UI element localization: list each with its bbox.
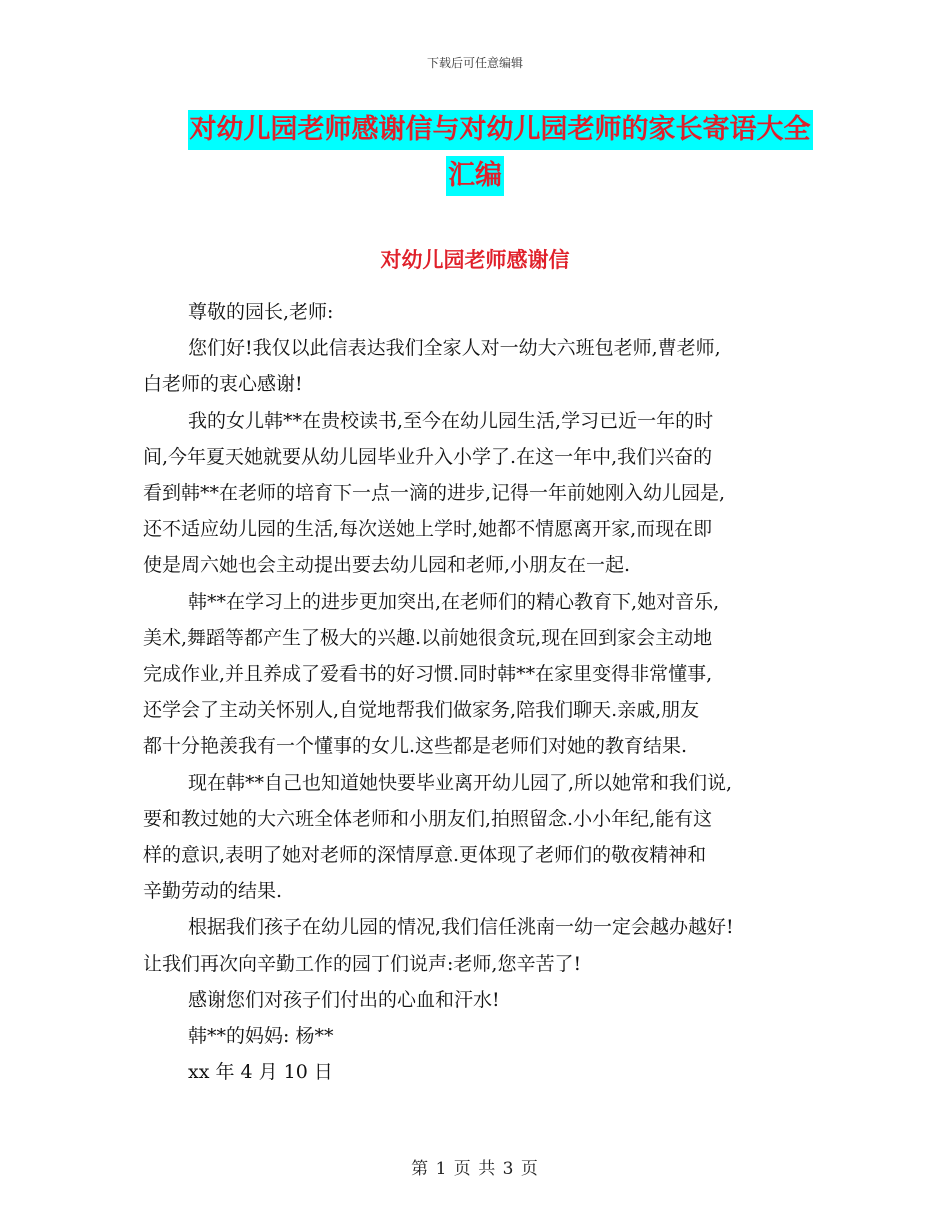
letter-body xyxy=(143,294,823,1090)
paragraph-line: 看到韩**在老师的培育下一点一滴的进步,记得一年前她刚入幼儿园是, xyxy=(143,482,726,505)
paragraph-line: 让我们再次向辛勤工作的园丁们说声:老师,您辛苦了! xyxy=(143,952,582,975)
paragraph-line: 您们好!我仅以此信表达我们全家人对一幼大六班包老师,曹老师, xyxy=(188,337,721,360)
header-note: 下载后可任意编辑 xyxy=(426,56,523,70)
paragraph-5 xyxy=(143,909,823,981)
signature: 韩**的妈妈: 杨** xyxy=(188,1025,334,1048)
paragraph-2 xyxy=(143,403,823,584)
paragraph-line: 辛勤劳动的结果. xyxy=(143,880,283,903)
paragraph-line: 都十分艳羡我有一个懂事的女儿.这些都是老师们对她的教育结果. xyxy=(143,735,688,758)
paragraph-1 xyxy=(143,330,823,402)
title-line-1: 对幼儿园老师感谢信与对幼儿园老师的家长寄语大全 xyxy=(188,110,813,150)
thanks-line: 感谢您们对孩子们付出的心血和汗水! xyxy=(188,988,500,1011)
page-footer: 第 1 页 共 3 页 xyxy=(411,1159,539,1179)
paragraph-line: 现在韩**自己也知道她快要毕业离开幼儿园了,所以她常和我们说, xyxy=(188,771,733,794)
document-title xyxy=(0,110,950,202)
paragraph-line: 我的女儿韩**在贵校读书,至今在幼儿园生活,学习已近一年的时 xyxy=(188,409,714,432)
salutation: 尊敬的园长,老师: xyxy=(188,301,334,323)
paragraph-line: 根据我们孩子在幼儿园的情况,我们信任洮南一幼一定会越办越好! xyxy=(188,916,734,939)
paragraph-line: 使是周六她也会主动提出要去幼儿园和老师,小朋友在一起. xyxy=(143,554,631,577)
paragraph-line: 白老师的衷心感谢! xyxy=(143,373,303,396)
paragraph-line: 样的意识,表明了她对老师的深情厚意.更体现了老师们的敬夜精神和 xyxy=(143,844,707,867)
paragraph-line: 还不适应幼儿园的生活,每次送她上学时,她都不情愿离开家,而现在即 xyxy=(143,518,713,541)
section-title: 对幼儿园老师感谢信 xyxy=(380,248,570,272)
paragraph-line: 间,今年夏天她就要从幼儿园毕业升入小学了.在这一年中,我们兴奋的 xyxy=(143,445,713,468)
letter-date: xx 年 4 月 10 日 xyxy=(188,1061,333,1084)
paragraph-line: 完成作业,并且养成了爱看书的好习惯.同时韩**在家里变得非常懂事, xyxy=(143,663,713,686)
paragraph-line: 要和教过她的大六班全体老师和小朋友们,拍照留念.小小年纪,能有这 xyxy=(143,807,713,830)
paragraph-line: 美术,舞蹈等都产生了极大的兴趣.以前她很贪玩,现在回到家会主动地 xyxy=(143,626,713,649)
paragraph-4 xyxy=(143,765,823,910)
paragraph-line: 还学会了主动关怀别人,自觉地帮我们做家务,陪我们聊天.亲戚,朋友 xyxy=(143,699,700,722)
paragraph-line: 韩**在学习上的进步更加突出,在老师们的精心教育下,她对音乐, xyxy=(188,590,720,613)
title-line-2: 汇编 xyxy=(446,156,504,196)
paragraph-3 xyxy=(143,584,823,765)
